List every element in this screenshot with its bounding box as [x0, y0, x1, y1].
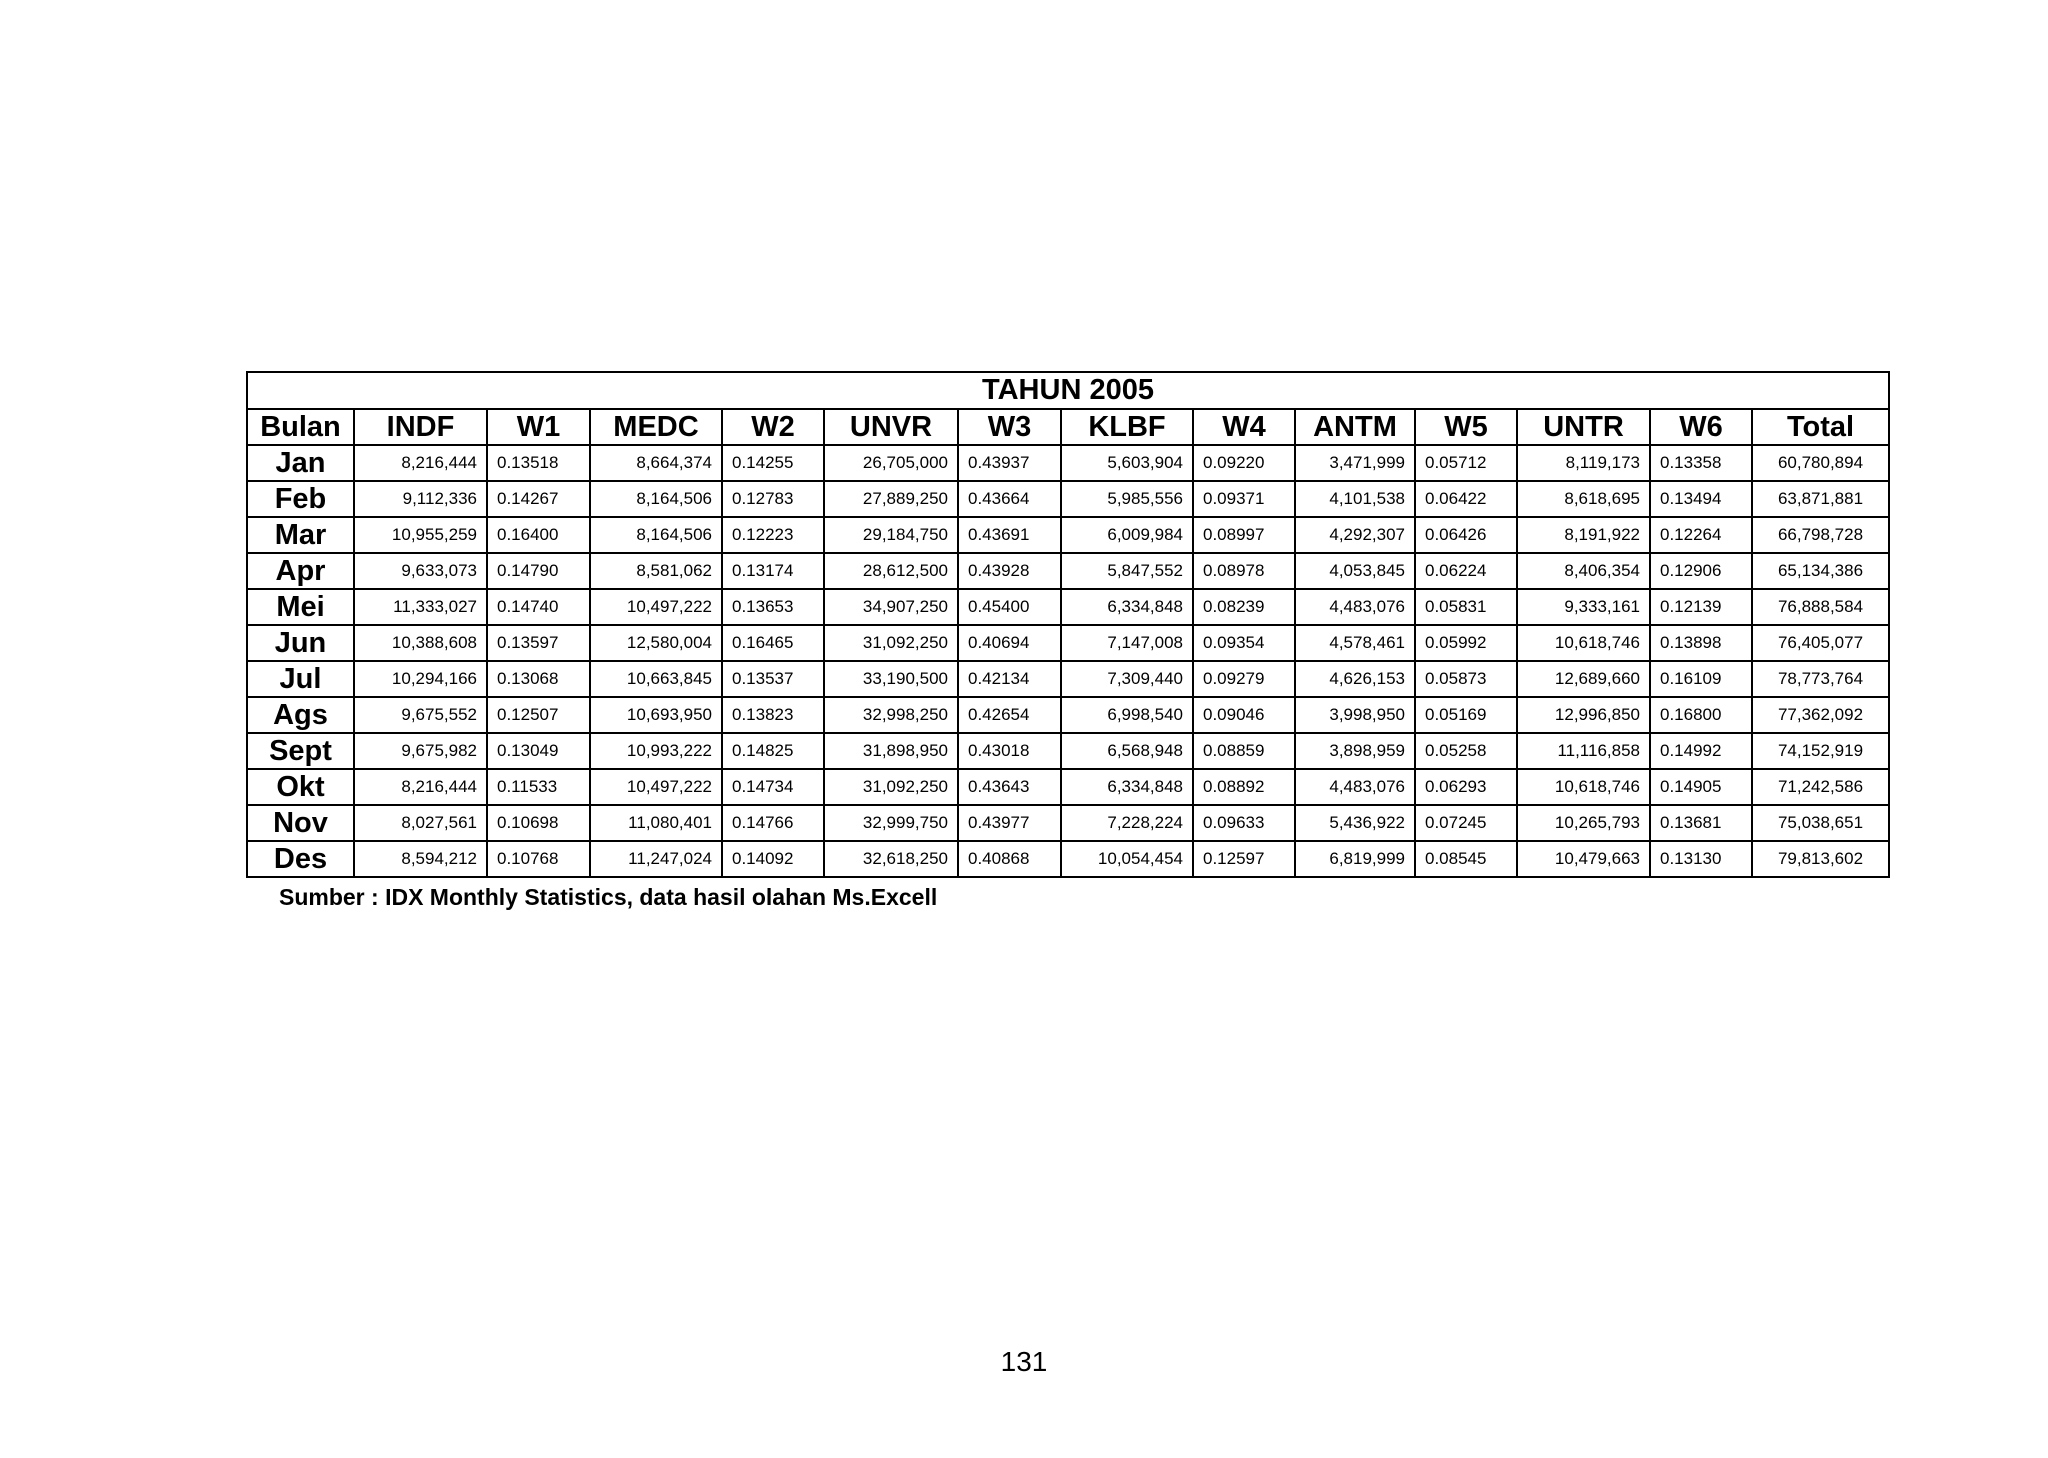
- cell-klbf: 6,009,984: [1061, 517, 1193, 553]
- cell-antm: 4,053,845: [1295, 553, 1415, 589]
- cell-w3: 0.43928: [958, 553, 1061, 589]
- cell-indf: 10,955,259: [354, 517, 487, 553]
- cell-antm: 4,483,076: [1295, 769, 1415, 805]
- cell-indf: 8,216,444: [354, 445, 487, 481]
- column-header-w6: W6: [1650, 409, 1752, 445]
- cell-w6: 0.13898: [1650, 625, 1752, 661]
- cell-w4: 0.08239: [1193, 589, 1295, 625]
- cell-unvr: 32,998,250: [824, 697, 958, 733]
- cell-w3: 0.43018: [958, 733, 1061, 769]
- table-row: [247, 553, 1889, 589]
- table-row: [247, 697, 1889, 733]
- cell-w6: 0.14905: [1650, 769, 1752, 805]
- cell-w2: 0.16465: [722, 625, 824, 661]
- cell-antm: 5,436,922: [1295, 805, 1415, 841]
- cell-untr: 12,996,850: [1517, 697, 1650, 733]
- cell-total: 76,888,584: [1752, 589, 1889, 625]
- cell-unvr: 33,190,500: [824, 661, 958, 697]
- month-cell: Jul: [247, 661, 354, 697]
- month-cell: Des: [247, 841, 354, 877]
- cell-untr: 8,191,922: [1517, 517, 1650, 553]
- cell-indf: 9,112,336: [354, 481, 487, 517]
- table-row: [247, 805, 1889, 841]
- cell-w5: 0.06224: [1415, 553, 1517, 589]
- month-cell: Sept: [247, 733, 354, 769]
- cell-antm: 3,471,999: [1295, 445, 1415, 481]
- cell-w1: 0.10698: [487, 805, 590, 841]
- cell-medc: 10,993,222: [590, 733, 722, 769]
- cell-klbf: 5,847,552: [1061, 553, 1193, 589]
- month-cell: Feb: [247, 481, 354, 517]
- cell-untr: 12,689,660: [1517, 661, 1650, 697]
- cell-w5: 0.05712: [1415, 445, 1517, 481]
- column-header-klbf: KLBF: [1061, 409, 1193, 445]
- cell-medc: 10,497,222: [590, 769, 722, 805]
- cell-klbf: 6,334,848: [1061, 589, 1193, 625]
- cell-w4: 0.09279: [1193, 661, 1295, 697]
- cell-klbf: 7,309,440: [1061, 661, 1193, 697]
- cell-w2: 0.13174: [722, 553, 824, 589]
- cell-untr: 8,618,695: [1517, 481, 1650, 517]
- cell-w6: 0.13358: [1650, 445, 1752, 481]
- cell-indf: 8,216,444: [354, 769, 487, 805]
- cell-untr: 8,406,354: [1517, 553, 1650, 589]
- cell-w6: 0.13681: [1650, 805, 1752, 841]
- cell-untr: 8,119,173: [1517, 445, 1650, 481]
- column-header-antm: ANTM: [1295, 409, 1415, 445]
- cell-w4: 0.09633: [1193, 805, 1295, 841]
- cell-w2: 0.14766: [722, 805, 824, 841]
- cell-unvr: 34,907,250: [824, 589, 958, 625]
- column-header-w1: W1: [487, 409, 590, 445]
- cell-w1: 0.13068: [487, 661, 590, 697]
- column-header-unvr: UNVR: [824, 409, 958, 445]
- column-header-bulan: Bulan: [247, 409, 354, 445]
- cell-klbf: 6,998,540: [1061, 697, 1193, 733]
- page-number: 131: [1000, 1346, 1048, 1377]
- cell-medc: 8,164,506: [590, 481, 722, 517]
- cell-w4: 0.08978: [1193, 553, 1295, 589]
- month-cell: Okt: [247, 769, 354, 805]
- cell-w2: 0.14092: [722, 841, 824, 877]
- cell-w2: 0.12223: [722, 517, 824, 553]
- cell-w3: 0.43691: [958, 517, 1061, 553]
- cell-unvr: 27,889,250: [824, 481, 958, 517]
- cell-untr: 10,265,793: [1517, 805, 1650, 841]
- cell-w2: 0.13537: [722, 661, 824, 697]
- cell-medc: 10,497,222: [590, 589, 722, 625]
- cell-total: 78,773,764: [1752, 661, 1889, 697]
- cell-w6: 0.16800: [1650, 697, 1752, 733]
- cell-w1: 0.10768: [487, 841, 590, 877]
- cell-medc: 8,581,062: [590, 553, 722, 589]
- cell-w4: 0.12597: [1193, 841, 1295, 877]
- cell-w2: 0.14255: [722, 445, 824, 481]
- cell-unvr: 32,999,750: [824, 805, 958, 841]
- cell-w3: 0.40694: [958, 625, 1061, 661]
- cell-w3: 0.45400: [958, 589, 1061, 625]
- cell-w2: 0.13653: [722, 589, 824, 625]
- table-row: [247, 841, 1889, 877]
- table-title: TAHUN 2005: [247, 372, 1889, 409]
- cell-w4: 0.08859: [1193, 733, 1295, 769]
- cell-medc: 8,664,374: [590, 445, 722, 481]
- cell-klbf: 5,603,904: [1061, 445, 1193, 481]
- cell-medc: 10,693,950: [590, 697, 722, 733]
- table-row: [247, 445, 1889, 481]
- cell-w3: 0.43643: [958, 769, 1061, 805]
- cell-untr: 10,618,746: [1517, 625, 1650, 661]
- table-body: [247, 445, 1889, 877]
- cell-antm: 4,578,461: [1295, 625, 1415, 661]
- cell-w5: 0.07245: [1415, 805, 1517, 841]
- cell-w6: 0.12139: [1650, 589, 1752, 625]
- table-row: [247, 625, 1889, 661]
- cell-w6: 0.13494: [1650, 481, 1752, 517]
- cell-unvr: 31,092,250: [824, 769, 958, 805]
- cell-antm: 4,101,538: [1295, 481, 1415, 517]
- cell-w1: 0.14790: [487, 553, 590, 589]
- cell-medc: 10,663,845: [590, 661, 722, 697]
- cell-w1: 0.13518: [487, 445, 590, 481]
- cell-w1: 0.13049: [487, 733, 590, 769]
- cell-total: 60,780,894: [1752, 445, 1889, 481]
- cell-untr: 11,116,858: [1517, 733, 1650, 769]
- column-header-medc: MEDC: [590, 409, 722, 445]
- source-note: Sumber : IDX Monthly Statistics, data hasil olahan Ms.Excell: [279, 884, 938, 910]
- cell-medc: 11,247,024: [590, 841, 722, 877]
- cell-w1: 0.14267: [487, 481, 590, 517]
- cell-unvr: 26,705,000: [824, 445, 958, 481]
- cell-w5: 0.05831: [1415, 589, 1517, 625]
- month-cell: Jan: [247, 445, 354, 481]
- cell-w6: 0.14992: [1650, 733, 1752, 769]
- cell-unvr: 31,092,250: [824, 625, 958, 661]
- cell-antm: 4,292,307: [1295, 517, 1415, 553]
- cell-indf: 10,388,608: [354, 625, 487, 661]
- cell-klbf: 7,228,224: [1061, 805, 1193, 841]
- cell-indf: 8,594,212: [354, 841, 487, 877]
- cell-klbf: 7,147,008: [1061, 625, 1193, 661]
- cell-w5: 0.05169: [1415, 697, 1517, 733]
- cell-w6: 0.12264: [1650, 517, 1752, 553]
- cell-antm: 3,898,959: [1295, 733, 1415, 769]
- cell-total: 76,405,077: [1752, 625, 1889, 661]
- cell-w1: 0.14740: [487, 589, 590, 625]
- cell-w2: 0.13823: [722, 697, 824, 733]
- cell-total: 77,362,092: [1752, 697, 1889, 733]
- cell-indf: 9,675,982: [354, 733, 487, 769]
- month-cell: Apr: [247, 553, 354, 589]
- cell-indf: 10,294,166: [354, 661, 487, 697]
- header-row: [247, 409, 1889, 445]
- column-header-total: Total: [1752, 409, 1889, 445]
- cell-unvr: 31,898,950: [824, 733, 958, 769]
- cell-total: 74,152,919: [1752, 733, 1889, 769]
- month-cell: Mei: [247, 589, 354, 625]
- cell-w1: 0.13597: [487, 625, 590, 661]
- cell-w1: 0.12507: [487, 697, 590, 733]
- cell-w1: 0.11533: [487, 769, 590, 805]
- month-cell: Mar: [247, 517, 354, 553]
- cell-w5: 0.05258: [1415, 733, 1517, 769]
- cell-antm: 4,626,153: [1295, 661, 1415, 697]
- column-header-indf: INDF: [354, 409, 487, 445]
- cell-untr: 9,333,161: [1517, 589, 1650, 625]
- cell-klbf: 10,054,454: [1061, 841, 1193, 877]
- cell-w3: 0.43937: [958, 445, 1061, 481]
- table-row: [247, 481, 1889, 517]
- cell-w5: 0.08545: [1415, 841, 1517, 877]
- month-cell: Jun: [247, 625, 354, 661]
- cell-unvr: 32,618,250: [824, 841, 958, 877]
- cell-w4: 0.09371: [1193, 481, 1295, 517]
- column-header-w4: W4: [1193, 409, 1295, 445]
- cell-w5: 0.06422: [1415, 481, 1517, 517]
- cell-indf: 8,027,561: [354, 805, 487, 841]
- cell-w6: 0.12906: [1650, 553, 1752, 589]
- cell-w3: 0.40868: [958, 841, 1061, 877]
- cell-untr: 10,479,663: [1517, 841, 1650, 877]
- cell-w5: 0.05873: [1415, 661, 1517, 697]
- table-row: [247, 517, 1889, 553]
- column-header-w5: W5: [1415, 409, 1517, 445]
- cell-w4: 0.08892: [1193, 769, 1295, 805]
- cell-w6: 0.13130: [1650, 841, 1752, 877]
- cell-w6: 0.16109: [1650, 661, 1752, 697]
- cell-w5: 0.06293: [1415, 769, 1517, 805]
- cell-w3: 0.42134: [958, 661, 1061, 697]
- cell-total: 66,798,728: [1752, 517, 1889, 553]
- table-row: [247, 769, 1889, 805]
- cell-medc: 8,164,506: [590, 517, 722, 553]
- column-header-w2: W2: [722, 409, 824, 445]
- cell-antm: 6,819,999: [1295, 841, 1415, 877]
- cell-indf: 11,333,027: [354, 589, 487, 625]
- monthly-stock-table: [246, 371, 1890, 878]
- cell-w4: 0.08997: [1193, 517, 1295, 553]
- cell-klbf: 6,334,848: [1061, 769, 1193, 805]
- cell-klbf: 5,985,556: [1061, 481, 1193, 517]
- cell-total: 71,242,586: [1752, 769, 1889, 805]
- table-row: [247, 589, 1889, 625]
- cell-unvr: 28,612,500: [824, 553, 958, 589]
- table-row: [247, 661, 1889, 697]
- cell-unvr: 29,184,750: [824, 517, 958, 553]
- cell-antm: 3,998,950: [1295, 697, 1415, 733]
- cell-w5: 0.06426: [1415, 517, 1517, 553]
- cell-w2: 0.12783: [722, 481, 824, 517]
- cell-w4: 0.09354: [1193, 625, 1295, 661]
- cell-medc: 12,580,004: [590, 625, 722, 661]
- cell-w3: 0.43977: [958, 805, 1061, 841]
- cell-total: 79,813,602: [1752, 841, 1889, 877]
- cell-total: 65,134,386: [1752, 553, 1889, 589]
- month-cell: Ags: [247, 697, 354, 733]
- cell-medc: 11,080,401: [590, 805, 722, 841]
- table-row: [247, 733, 1889, 769]
- cell-w3: 0.43664: [958, 481, 1061, 517]
- cell-indf: 9,675,552: [354, 697, 487, 733]
- cell-w2: 0.14825: [722, 733, 824, 769]
- cell-w1: 0.16400: [487, 517, 590, 553]
- month-cell: Nov: [247, 805, 354, 841]
- cell-w4: 0.09046: [1193, 697, 1295, 733]
- cell-klbf: 6,568,948: [1061, 733, 1193, 769]
- cell-w5: 0.05992: [1415, 625, 1517, 661]
- cell-total: 75,038,651: [1752, 805, 1889, 841]
- cell-untr: 10,618,746: [1517, 769, 1650, 805]
- column-header-w3: W3: [958, 409, 1061, 445]
- cell-w3: 0.42654: [958, 697, 1061, 733]
- cell-w2: 0.14734: [722, 769, 824, 805]
- cell-w4: 0.09220: [1193, 445, 1295, 481]
- cell-antm: 4,483,076: [1295, 589, 1415, 625]
- cell-indf: 9,633,073: [354, 553, 487, 589]
- cell-total: 63,871,881: [1752, 481, 1889, 517]
- column-header-untr: UNTR: [1517, 409, 1650, 445]
